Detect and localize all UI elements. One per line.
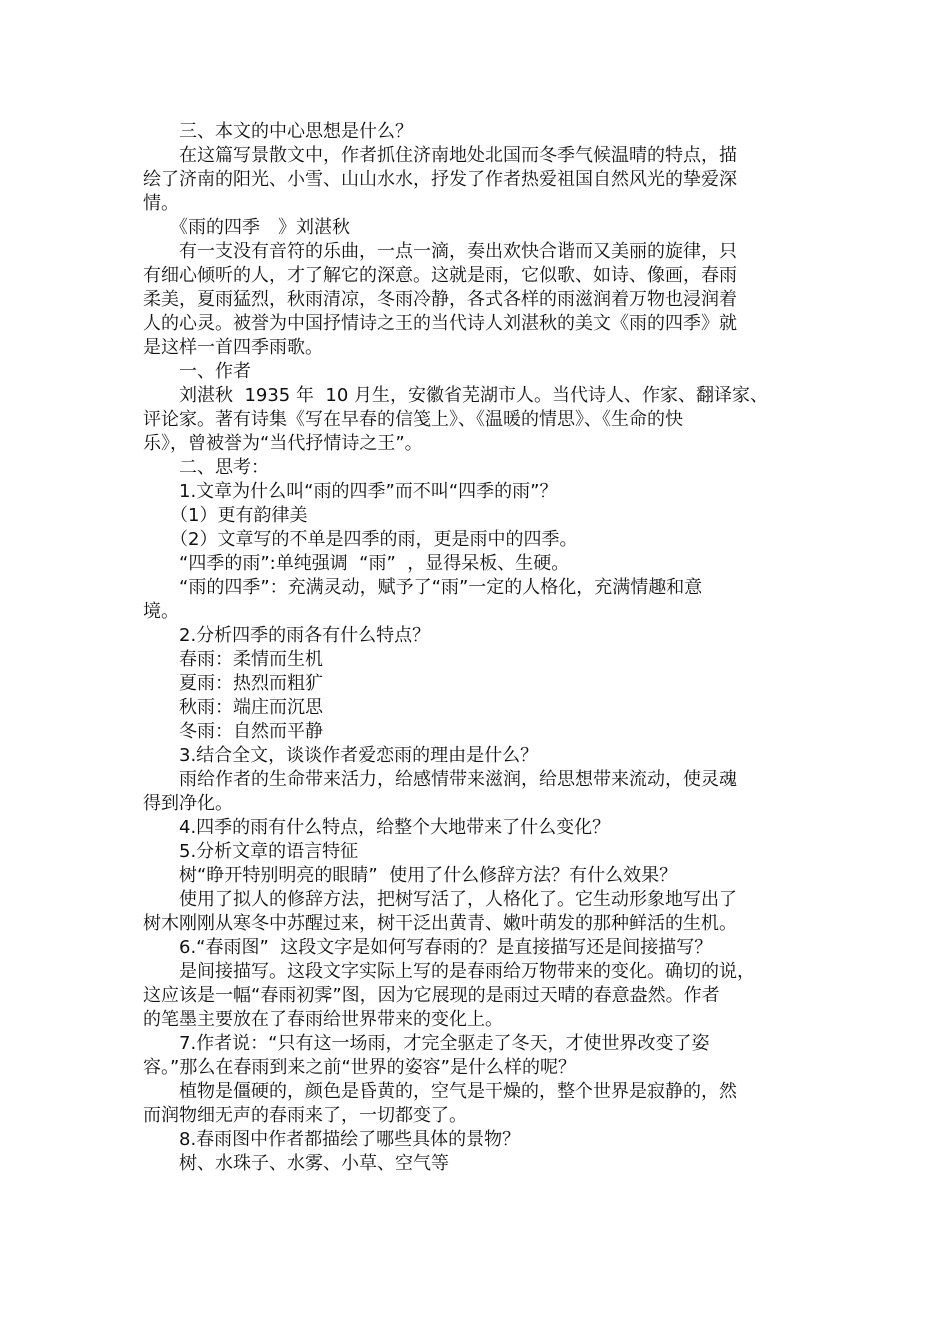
- question-line: 8.春雨图中作者都描绘了哪些具体的景物？: [143, 1129, 521, 1150]
- question-line: 5.分析文章的语言特征: [143, 841, 359, 862]
- answer-line: 雨给作者的生命带来活力，给感情带来滋润，给思想带来流动，使灵魂: [143, 769, 737, 790]
- answer-line: 树、水珠子、水雾、小草、空气等: [143, 1153, 449, 1174]
- question-line: 3.结合全文，谈谈作者爱恋雨的理由是什么？: [143, 745, 539, 766]
- answer-line: 春雨：柔情而生机: [143, 649, 323, 670]
- paragraph-line: 在这篇写景散文中，作者抓住济南地处北国而冬季气候温晴的特点，描: [143, 145, 737, 166]
- answer-line: （2）文章写的不单是四季的雨，更是雨中的四季。: [143, 529, 578, 550]
- question-line: 容。”那么在春雨到来之前“世界的姿容”是什么样的呢？: [143, 1057, 576, 1078]
- paragraph-line: 绘了济南的阳光、小雪、山山水水，抒发了作者热爱祖国自然风光的挚爱深: [143, 169, 737, 190]
- answer-line: （1）更有韵律美: [143, 505, 308, 526]
- answer-line: 树木刚刚从寒冬中苏醒过来，树干泛出黄青、嫩叶萌发的那种鲜活的生机。: [143, 913, 737, 934]
- paragraph-line: 情。: [143, 193, 179, 214]
- answer-line: 植物是僵硬的，颜色是昏黄的，空气是干燥的，整个世界是寂静的，然: [143, 1081, 737, 1102]
- question-line: 1.文章为什么叫“雨的四季”而不叫“四季的雨”？: [143, 481, 558, 502]
- answer-line: 使用了拟人的修辞方法，把树写活了，人格化了。它生动形象地写出了: [143, 889, 737, 910]
- question-line: 4.四季的雨有什么特点，给整个大地带来了什么变化？: [143, 817, 611, 838]
- answer-line: 这应该是一幅“春雨初霁”图，因为它展现的是雨过天晴的春意盎然。作者: [143, 985, 720, 1006]
- paragraph-line: 有细心倾听的人，才了解它的深意。这就是雨，它似歌、如诗、像画，春雨: [143, 265, 737, 286]
- answer-line: 冬雨：自然而平静: [143, 721, 323, 742]
- paragraph-line: 乐》，曾被誉为“当代抒情诗之王”。: [143, 433, 423, 454]
- paragraph-line: 人的心灵。被誉为中国抒情诗之王的当代诗人刘湛秋的美文《雨的四季》就: [143, 313, 737, 334]
- question-line: 6.“春雨图” 这段文字是如何写春雨的？是直接描写还是间接描写？: [143, 937, 713, 958]
- answer-line: “四季的雨”:单纯强调 “雨” ，显得呆板、生硬。: [143, 553, 570, 574]
- document-body: [143, 120, 815, 1176]
- answer-line: 是间接描写。这段文字实际上写的是春雨给万物带来的变化。确切的说，: [143, 961, 755, 982]
- answer-line: 而润物细无声的春雨来了，一切都变了。: [143, 1105, 467, 1126]
- answer-line: 境。: [143, 601, 179, 622]
- answer-line: “雨的四季”：充满灵动，赋予了“雨”一定的人格化，充满情趣和意: [143, 577, 703, 598]
- answer-line: 得到净化。: [143, 793, 233, 814]
- question-line: 树“睁开特别明亮的眼睛” 使用了什么修辞方法？有什么效果？: [143, 865, 678, 886]
- paragraph-line: 柔美，夏雨猛烈，秋雨清凉，冬雨冷静，各式各样的雨滋润着万物也浸润着: [143, 289, 737, 310]
- paragraph-line: 刘湛秋 1935 年 10 月生，安徽省芜湖市人。当代诗人、作家、翻译家、: [143, 385, 769, 406]
- answer-line: 的笔墨主要放在了春雨给世界带来的变化上。: [143, 1009, 503, 1030]
- heading-thinking: 二、思考：: [143, 457, 269, 478]
- paragraph-line: 评论家。著有诗集《写在早春的信笺上》、《温暖的情思》、《生命的快: [143, 409, 683, 430]
- article-title: 《雨的四季 》刘湛秋: [143, 217, 350, 238]
- answer-line: 秋雨：端庄而沉思: [143, 697, 323, 718]
- question-line: 2.分析四季的雨各有什么特点？: [143, 625, 431, 646]
- answer-line: 夏雨：热烈而粗犷: [143, 673, 323, 694]
- paragraph-line: 是这样一首四季雨歌。: [143, 337, 323, 358]
- question-line: 7.作者说：“只有这一场雨，才完全驱走了冬天，才使世界改变了姿: [143, 1033, 710, 1054]
- heading-author: 一、作者: [143, 361, 251, 382]
- paragraph-line: 有一支没有音符的乐曲，一点一滴，奏出欢快合谐而又美丽的旋律，只: [143, 241, 737, 262]
- heading-central-idea: 三、本文的中心思想是什么？: [143, 121, 413, 142]
